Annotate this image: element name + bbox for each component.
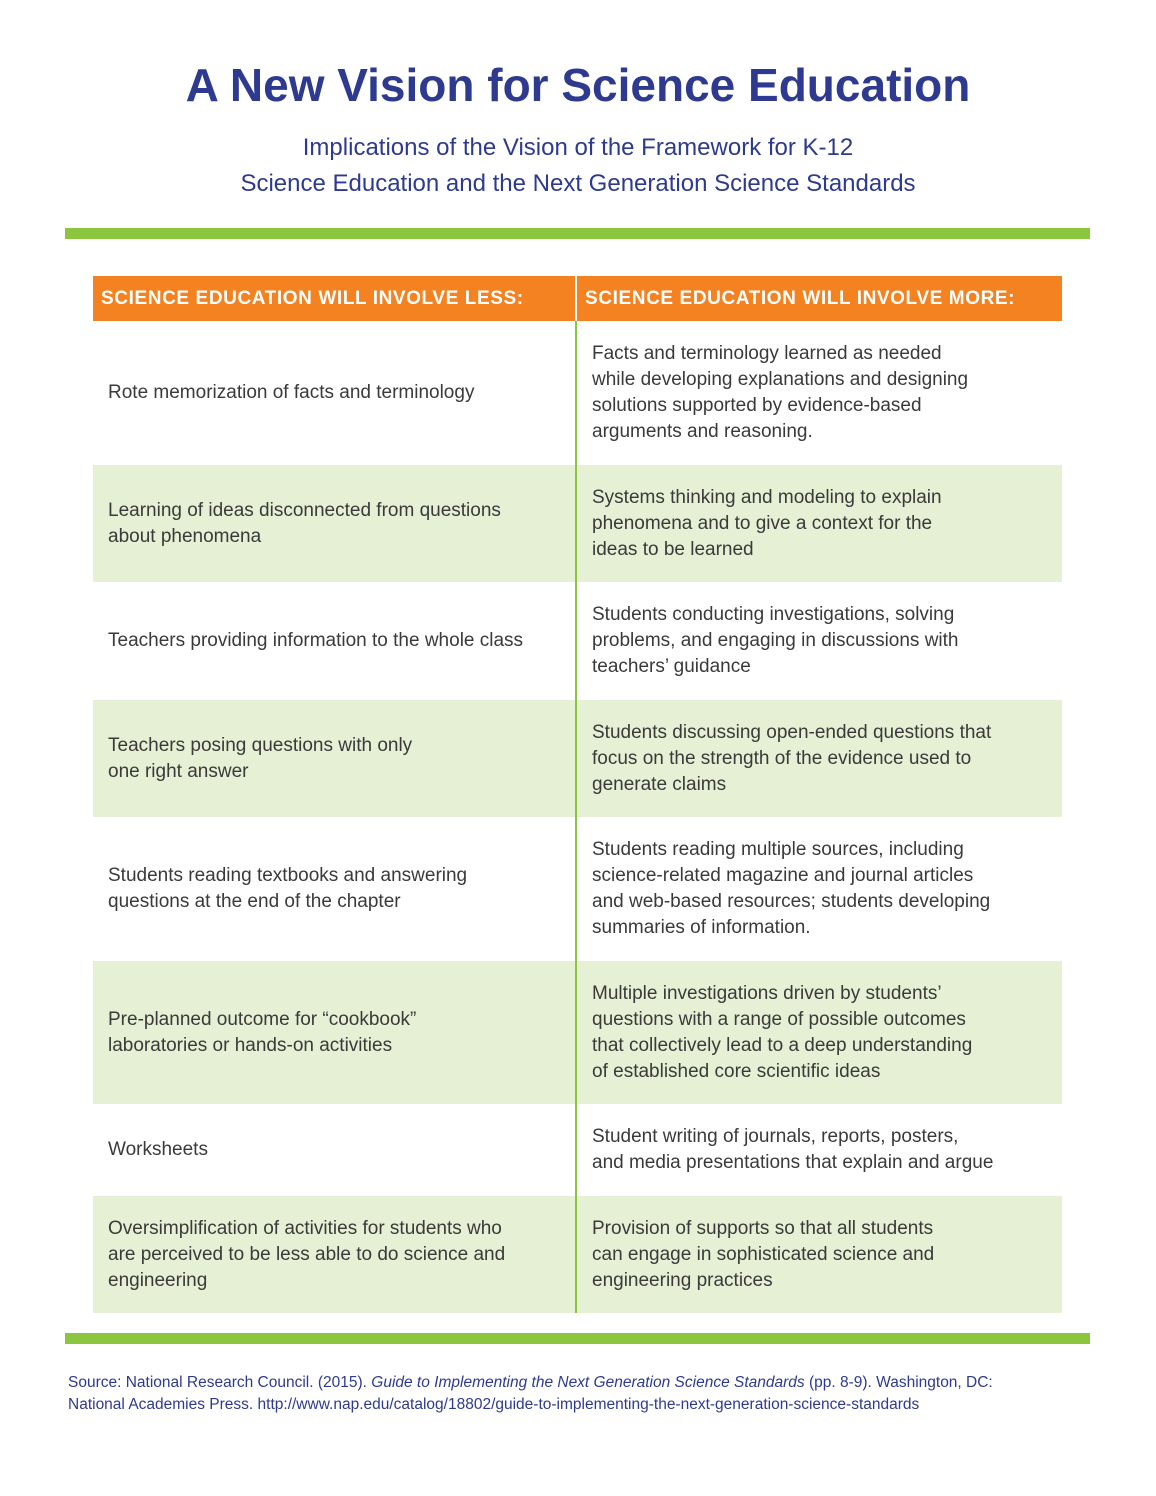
table-row xyxy=(93,817,1062,961)
more-cell: Students reading multiple sources, including science-related magazine and journal articles and web-based resources; students developing summaries of information. xyxy=(592,839,991,938)
subtitle-line-1: Implications of the Vision of the Framework for K-12 xyxy=(302,134,854,161)
table-row xyxy=(93,1104,1062,1196)
more-cell: Multiple investigations driven by students’ questions with a range of possible outcomes that collectively lead to a deep understanding of established core scientific ideas xyxy=(592,982,973,1082)
more-cell: Student writing of journals, reports, posters, and media presentations that explain and argue xyxy=(592,1126,994,1173)
more-cell: Provision of supports so that all students can engage in sophisticated science and engineering practices xyxy=(592,1217,935,1291)
table-row xyxy=(93,1196,1062,1313)
table-row xyxy=(93,582,1062,700)
more-cell: Students conducting investigations, solving problems, and engaging in discussions with teachers’ guidance xyxy=(592,604,959,677)
source-line-2: National Academies Press. http://www.nap.edu/catalog/18802/guide-to-implementing-the-next-generation-science-standards xyxy=(68,1396,920,1413)
comparison-table xyxy=(93,276,1062,1313)
page-title: A New Vision for Science Education xyxy=(185,59,971,111)
source-citation xyxy=(68,1372,1098,1416)
less-cell: Oversimplification of activities for students who are perceived to be less able to do science and engineering xyxy=(93,1196,577,1313)
less-cell: Rote memorization of facts and terminology xyxy=(93,321,577,465)
subtitle-line-2: Science Education and the Next Generation Science Standards xyxy=(240,170,916,197)
less-cell: Students reading textbooks and answering questions at the end of the chapter xyxy=(93,817,577,961)
table-row xyxy=(93,700,1062,817)
more-cell: Facts and terminology learned as needed while developing explanations and designing solutions supported by evidence-based arguments and reasoning. xyxy=(592,343,969,442)
less-cell: Worksheets xyxy=(93,1104,577,1196)
table-header xyxy=(93,276,1062,321)
less-cell: Teachers providing information to the whole class xyxy=(93,582,577,700)
table-row xyxy=(93,961,1062,1104)
more-cell: Systems thinking and modeling to explain phenomena and to give a context for the ideas to be learned xyxy=(592,486,942,560)
source-line-1: Source: National Research Council. (2015). Guide to Implementing the Next Generation Science Standards (pp. 8-9). Washington, DC: xyxy=(68,1374,993,1391)
column-header-less: SCIENCE EDUCATION WILL INVOLVE LESS: xyxy=(93,276,577,321)
top-green-divider xyxy=(65,228,1090,239)
less-cell: Learning of ideas disconnected from questions about phenomena xyxy=(93,465,577,582)
page-subtitle xyxy=(0,130,1156,202)
less-cell: Teachers posing questions with only one right answer xyxy=(93,700,577,817)
source-book-title: Guide to Implementing the Next Generation Science Standards xyxy=(371,1374,805,1391)
column-header-more: SCIENCE EDUCATION WILL INVOLVE MORE: xyxy=(585,287,1016,309)
bottom-green-divider xyxy=(65,1333,1090,1344)
less-cell: Pre-planned outcome for “cookbook” laboratories or hands-on activities xyxy=(93,961,577,1104)
table-row xyxy=(93,321,1062,465)
table-row xyxy=(93,465,1062,582)
more-cell: Students discussing open-ended questions that focus on the strength of the evidence used to generate claims xyxy=(592,721,992,795)
